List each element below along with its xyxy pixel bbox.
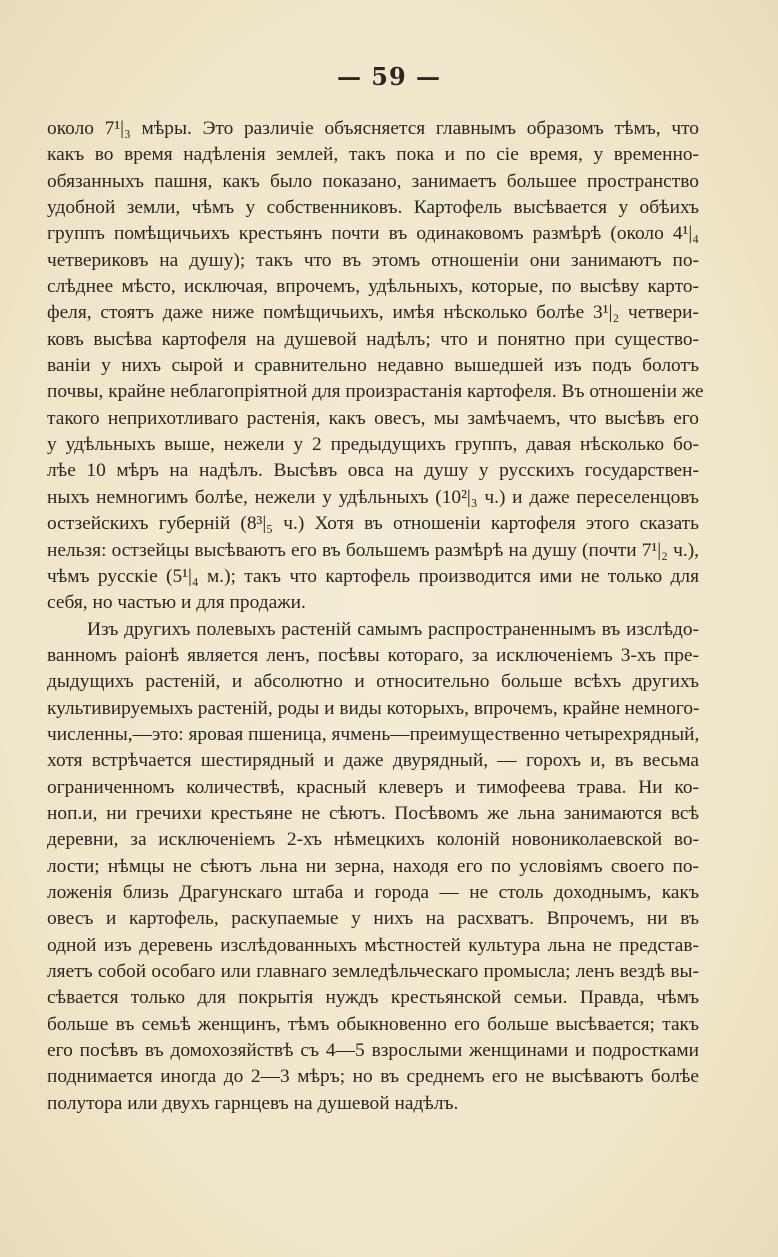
text-line: одной изъ деревень изслѣдованныхъ мѣстностей культура льна не представ-: [47, 934, 699, 956]
text-line: группъ помѣщичьихъ крестьянъ почти въ одинаковомъ размѣрѣ (около 4¹|₄: [47, 223, 699, 245]
text-line: феля, стоятъ даже ниже помѣщичьихъ, имѣя нѣсколько болѣе 3¹|₂ четвери-: [47, 302, 699, 324]
text-line: какъ во время надѣленія землей, такъ пока и по сіе время, у временно-: [47, 144, 699, 166]
text-line: почвы, крайне неблагопріятной для произрастанія картофеля. Въ отношеніи же: [47, 381, 704, 403]
text-line: ваніи у нихъ сырой и сравнительно недавно вышедшей изъ подъ болотъ: [47, 355, 699, 377]
text-line: деревни, за исключеніемъ 2-хъ нѣмецкихъ колоній новониколаевской во-: [47, 829, 699, 851]
text-line: хотя встрѣчается шестирядный и даже двурядный, — горохъ и, въ весьма: [47, 750, 699, 772]
text-line: удобной земли, чѣмъ у собственниковъ. Картофель высѣвается у обѣихъ: [47, 197, 699, 219]
paragraph: [47, 116, 704, 617]
paragraph: [47, 617, 699, 1118]
text-line: ложенія близь Драгунскаго штаба и города — не столь доходнымъ, какъ: [47, 881, 699, 903]
text-line: больше въ семьѣ женщинъ, тѣмъ обыкновенно его больше высѣвается; такъ: [47, 1013, 699, 1035]
text-line: Изъ другихъ полевыхъ растеній самымъ распространеннымъ въ изслѣдо-: [87, 618, 699, 640]
text-line: около 7¹|₃ мѣры. Это различіе объясняется главнымъ образомъ тѣмъ, что: [47, 118, 699, 139]
text-line: себя, но частью и для продажи.: [47, 592, 306, 614]
text-line: его посѣвъ въ домохозяйствѣ съ 4—5 взрослыми женщинами и подростками: [47, 1040, 699, 1062]
text-line: ноп.и, ни гречихи крестьяне не сѣютъ. Посѣвомъ же льна занимаются всѣ: [47, 802, 699, 824]
text-line: ляетъ собой особаго или главнаго земледѣльческаго промысла; ленъ вездѣ вы-: [47, 961, 699, 982]
text-line: ограниченномъ количествѣ, красный клеверъ и тимофеева трава. Ни ко-: [47, 776, 699, 798]
text-line: ковъ высѣва картофеля на душевой надѣлъ; что и понятно при существо-: [47, 328, 699, 350]
text-line: остзейскихъ губерній (8³|₅ ч.) Хотя въ отношеніи картофеля этого сказать: [47, 513, 699, 535]
text-line: сѣвается только для покрытія нуждъ крестьянской семьи. Правда, чѣмъ: [47, 987, 699, 1009]
page-number: — 59 —: [336, 62, 442, 91]
text-line: обязанныхъ пашня, какъ было показано, занимаетъ большее пространство: [47, 170, 699, 192]
text-line: культивируемыхъ растеній, роды и виды которыхъ, впрочемъ, крайне немного-: [47, 697, 700, 719]
text-line: нельзя: остзейцы высѣваютъ его въ большемъ размѣрѣ на душу (почти 7¹|₂ ч.),: [47, 539, 699, 561]
text-line: такого неприхотливаго растенія, какъ овесъ, мы замѣчаемъ, что высѣвъ его: [47, 407, 699, 429]
text-line: четвериковъ на душу); такъ что въ этомъ отношеніи они занимаютъ по-: [47, 249, 699, 271]
text-line: численны,—это: яровая пшеница, ячмень—преимущественно четырехрядный,: [47, 723, 700, 745]
text-line: у удѣльныхъ выше, нежели у 2 предыдущихъ группъ, давая нѣсколько бо-: [47, 434, 699, 456]
text-line: поднимается иногда до 2—3 мѣръ; но въ среднемъ его не высѣваютъ болѣе: [47, 1066, 699, 1088]
text-line: лѣе 10 мѣръ на надѣлъ. Высѣвъ овса на душу у русскихъ государствен-: [47, 460, 699, 482]
text-line: овесъ и картофель, раскупаемые у нихъ на расхватъ. Впрочемъ, ни въ: [47, 908, 699, 930]
text-line: слѣднее мѣсто, исключая, впрочемъ, удѣльныхъ, которые, по высѣву карто-: [47, 276, 699, 298]
text-line: полутора или двухъ гарнцевъ на душевой надѣлъ.: [47, 1092, 459, 1114]
text-line: ныхъ немногимъ болѣе, нежели у удѣльныхъ (10²|₃ ч.) и даже переселенцовъ: [47, 486, 699, 508]
text-line: ванномъ раіонѣ является ленъ, посѣвы котораго, за исключеніемъ 3-хъ пре-: [47, 644, 699, 666]
text-body: [47, 116, 704, 1117]
text-line: чѣмъ русскіе (5¹|₄ м.); такъ что картофель производится ими не только для: [47, 565, 699, 587]
text-line: лости; нѣмцы не сѣютъ льна ни зерна, находя его по условіямъ своего по-: [47, 855, 699, 877]
text-line: дыдущихъ растеній, и абсолютно и относительно больше всѣхъ другихъ: [47, 671, 699, 693]
